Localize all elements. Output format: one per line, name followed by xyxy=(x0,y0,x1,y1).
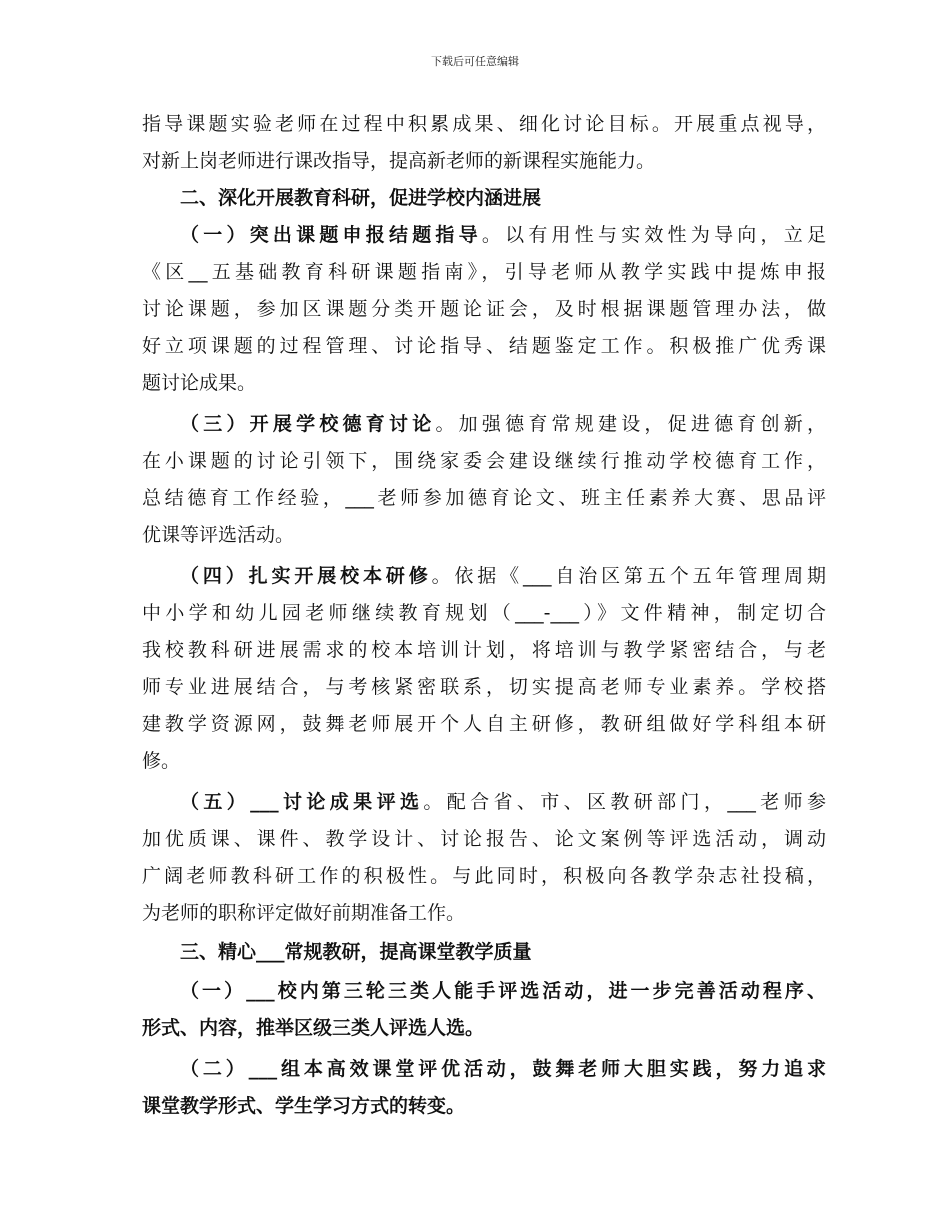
subheading: （三）开展学校德育讨论 xyxy=(180,413,436,435)
paragraph-text: 。依据《___自治区第五个五年管理周期 xyxy=(431,565,826,587)
paragraph-text: 。以有用性与实效性为导向，立足 xyxy=(481,224,826,246)
subheading: （五）___讨论成果评选 xyxy=(180,791,424,813)
paragraph-line: 为老师的职称评定做好前期准备工作。 xyxy=(142,902,466,924)
paragraph-line: 指导课题实验老师在过程中积累成果、细化讨论目标。开展重点视导， xyxy=(142,113,826,135)
paragraph-text: 。加强德育常规建设，促进德育创新， xyxy=(435,413,826,435)
paragraph-line xyxy=(142,217,826,254)
paragraph-line: 《区__五基础教育科研课题指南》，引导老师从教学实践中提炼申报 xyxy=(142,261,826,283)
paragraph-line: 课堂教学形式、学生学习方式的转变。 xyxy=(142,1095,466,1117)
paragraph-line: 优课等评选活动。 xyxy=(142,524,295,546)
subheading: （一）突出课题申报结题指导 xyxy=(180,224,482,246)
paragraph-line: 修。 xyxy=(142,750,181,772)
paragraph-line: 好立项课题的过程管理、讨论指导、结题鉴定工作。积极推广优秀课 xyxy=(142,335,826,357)
paragraph-line: （一）___校内第三轮三类人能手评选活动，进一步完善活动程序、 xyxy=(180,980,826,1002)
paragraph-line: 在小课题的讨论引领下，围绕家委会建设继续行推动学校德育工作， xyxy=(142,450,826,472)
paragraph-line: 形式、内容，推举区级三类人评选人选。 xyxy=(142,1017,485,1039)
subheading: （四）扎实开展校本研修 xyxy=(180,565,432,587)
paragraph-line xyxy=(142,406,826,443)
section-heading: 二、深化开展教育科研，促进学校内涵进展 xyxy=(180,187,542,209)
paragraph-line: 题讨论成果。 xyxy=(142,372,257,394)
paragraph-line: 师专业进展结合，与考核紧密联系，切实提高老师专业素养。学校搭 xyxy=(142,676,826,698)
paragraph-line: 对新上岗老师进行课改指导，提高新老师的新课程实施能力。 xyxy=(142,150,656,172)
paragraph-text: 。配合省、市、区教研部门，___老师参 xyxy=(423,791,826,813)
paragraph-line: 我校教科研进展需求的校本培训计划，将培训与教学紧密结合，与老 xyxy=(142,639,826,661)
section-heading: 三、精心___常规教研，提高课堂教学质量 xyxy=(180,941,532,963)
paragraph-line xyxy=(142,784,826,821)
paragraph-line: 建教学资源网，鼓舞老师展开个人自主研修，教研组做好学科组本研 xyxy=(142,713,826,735)
paragraph-line: 加优质课、课件、教学设计、讨论报告、论文案例等评选活动，调动 xyxy=(142,828,826,850)
page-header: 下载后可任意编辑 xyxy=(431,55,519,68)
document-body xyxy=(142,106,826,1125)
paragraph-line: 中小学和幼儿园老师继续教育规划（___-___）》文件精神，制定切合 xyxy=(142,602,826,624)
paragraph-line xyxy=(142,558,826,595)
paragraph-line: （二）___组本高效课堂评优活动，鼓舞老师大胆实践，努力追求 xyxy=(180,1058,826,1080)
paragraph-line: 广阔老师教科研工作的积极性。与此同时，积极向各教学杂志社投稿， xyxy=(142,865,826,887)
paragraph-line: 讨论课题，参加区课题分类开题论证会，及时根据课题管理办法，做 xyxy=(142,298,826,320)
paragraph-line: 总结德育工作经验，___老师参加德育论文、班主任素养大赛、思品评 xyxy=(142,487,826,509)
